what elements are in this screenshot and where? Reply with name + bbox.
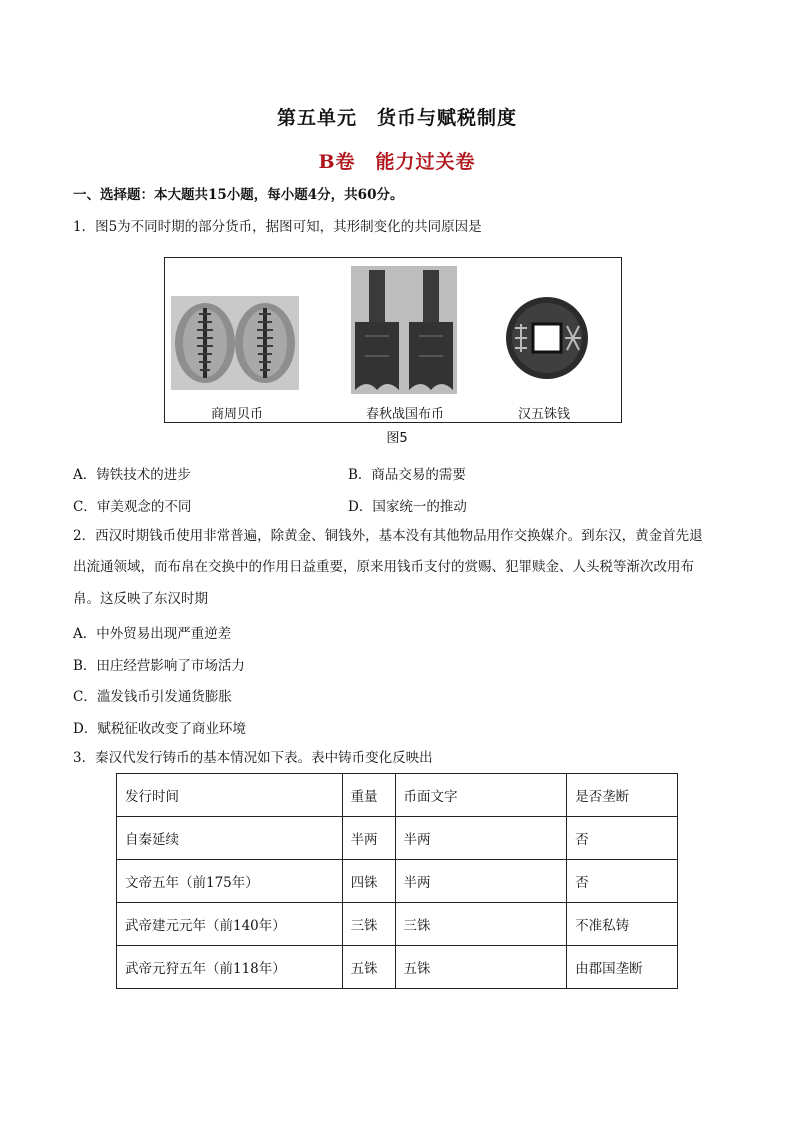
figure-5-box (164, 257, 622, 423)
table-cell: 三铢 (342, 903, 395, 946)
q2-option-c[interactable]: C．滥发钱币引发通货膨胀 (73, 689, 232, 705)
table-cell: 四铢 (342, 860, 395, 903)
table-row (117, 817, 678, 860)
table-cell: 武帝元狩五年（前118年） (117, 946, 343, 989)
q1-option-a[interactable]: A．铸铁技术的进步 (73, 467, 191, 483)
q1-option-b[interactable]: B．商品交易的需要 (348, 467, 466, 483)
section-heading: 一、选择题：本大题共15小题，每小题4分，共60分。 (73, 187, 404, 203)
table-cell: 自秦延续 (117, 817, 343, 860)
q2-option-a[interactable]: A．中外贸易出现严重逆差 (73, 626, 232, 642)
q1-option-c[interactable]: C．审美观念的不同 (73, 499, 192, 515)
spade-coin-image (351, 266, 457, 394)
table-row (117, 860, 678, 903)
table-header-row (117, 774, 678, 817)
question-2-line-1: 2．西汉时期钱币使用非常普遍，除黄金、铜钱外，基本没有其他物品用作交换媒介。到东汉，黄金首先退 (73, 528, 703, 544)
q2-option-b[interactable]: B．田庄经营影响了市场活力 (73, 658, 245, 674)
shell-coin-image (171, 296, 299, 390)
table-row (117, 903, 678, 946)
caption-wuzhu-coin: 汉五铢钱 (518, 407, 571, 422)
table-cell: 否 (567, 817, 678, 860)
table-cell: 三铢 (395, 903, 567, 946)
q1-option-d[interactable]: D．国家统一的推动 (348, 499, 467, 515)
table-cell: 半两 (395, 860, 567, 903)
question-1-stem: 1．图5为不同时期的部分货币，据图可知，其形制变化的共同原因是 (73, 219, 482, 235)
table-cell: 五铢 (342, 946, 395, 989)
q2-option-d[interactable]: D．赋税征收改变了商业环境 (73, 721, 246, 737)
table-cell: 否 (567, 860, 678, 903)
figure-label: 图5 (386, 431, 408, 446)
question-2-line-2: 出流通领域，而布帛在交换中的作用日益重要，原来用钱币支付的赏赐、犯罪赎金、人头税等渐次改用布 (73, 559, 694, 575)
table-cell: 由郡国垄断 (567, 946, 678, 989)
page-title: 第五单元 货币与赋税制度 (276, 107, 517, 129)
table-cell: 文帝五年（前175年） (117, 860, 343, 903)
coinage-table (116, 773, 678, 989)
page-subtitle: B卷 能力过关卷 (318, 151, 476, 173)
table-cell: 五铢 (395, 946, 567, 989)
table-header-cell: 重量 (342, 774, 395, 817)
table-cell: 半两 (395, 817, 567, 860)
question-3-stem: 3．秦汉代发行铸币的基本情况如下表。表中铸币变化反映出 (73, 750, 433, 766)
table-cell: 半两 (342, 817, 395, 860)
table-header-cell: 发行时间 (117, 774, 343, 817)
question-2-line-3: 帛。这反映了东汉时期 (73, 591, 208, 607)
table-row (117, 946, 678, 989)
table-cell: 不准私铸 (567, 903, 678, 946)
caption-shell-coin: 商周贝币 (211, 407, 264, 422)
wuzhu-coin-image (503, 294, 591, 382)
table-header-cell: 币面文字 (395, 774, 567, 817)
caption-spade-coin: 春秋战国布币 (366, 407, 445, 422)
table-cell: 武帝建元元年（前140年） (117, 903, 343, 946)
table-header-cell: 是否垄断 (567, 774, 678, 817)
